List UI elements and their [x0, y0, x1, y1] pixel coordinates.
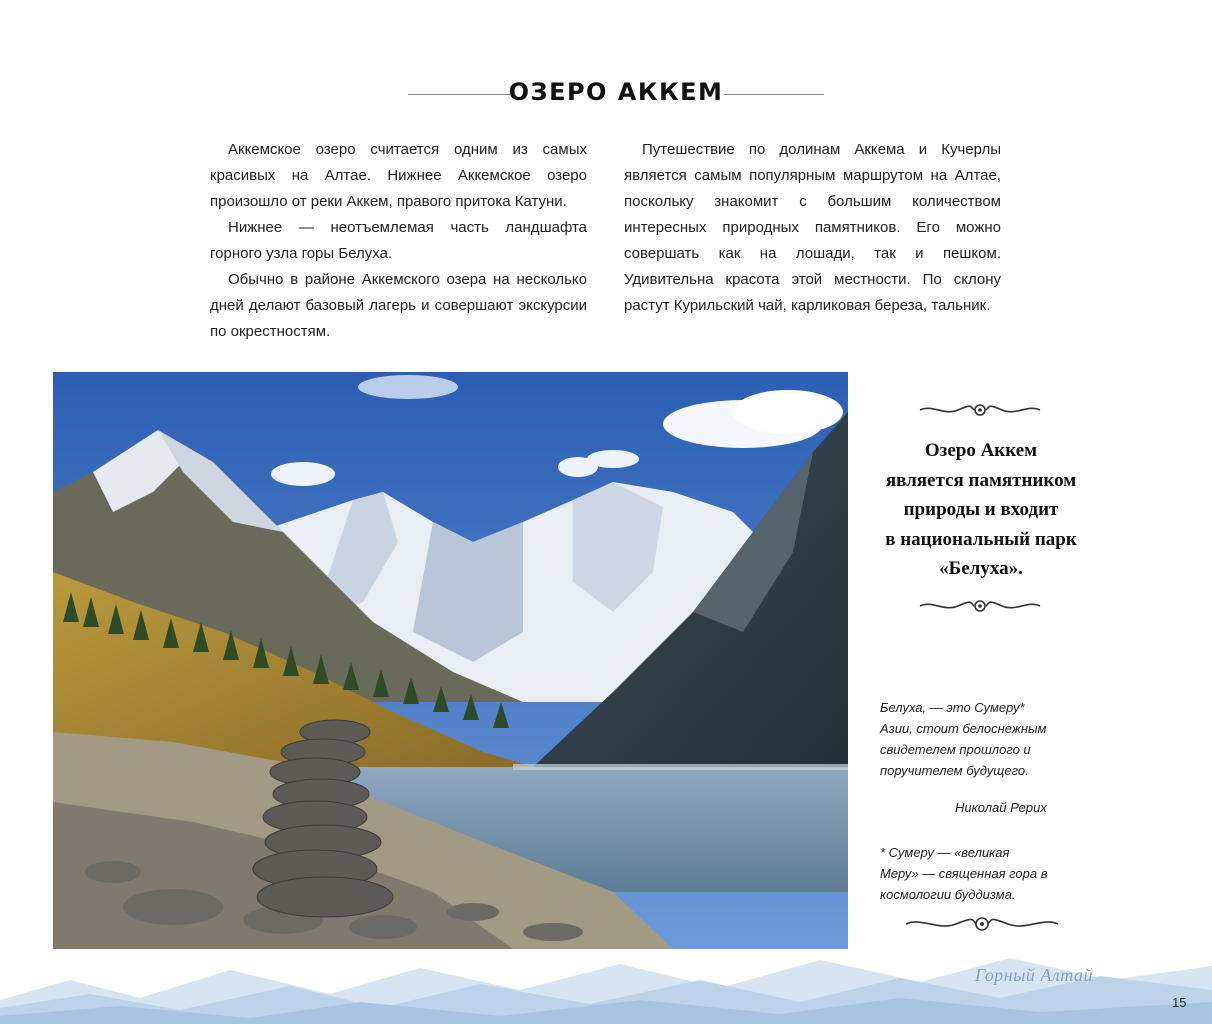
mountain-lake-photo [53, 372, 848, 949]
footnote: * Сумеру — «великая Меру» — священная гора в космологии буддизма. [880, 845, 1048, 902]
callout-line: является памятником [885, 469, 1077, 491]
scroll-ornament-icon [918, 598, 1042, 614]
callout-text [860, 436, 1102, 584]
scroll-ornament-icon [902, 914, 1062, 934]
epigraph-quote: Белуха, — это Сумеру* Азии, стоит белоснежным свидетелем прошлого и поручителем будущего. [880, 700, 1047, 778]
callout-line: природы и входит [903, 499, 1059, 520]
page-number: 15 [1172, 995, 1187, 1010]
title-row [408, 78, 824, 112]
title-rule-right [724, 94, 824, 95]
paragraph: Обычно в районе Аккемского озера на несколько дней делают базовый лагерь и совершают экскурсии по окрестностям. [210, 271, 587, 340]
callout-line: «Белуха». [939, 558, 1023, 579]
callout-line: в национальный парк [885, 528, 1077, 550]
footer-brand: Горный Алтай [975, 965, 1093, 985]
right-text-column [624, 137, 1001, 319]
page-title: ОЗЕРО АККЕМ [508, 78, 724, 106]
paragraph: Путешествие по долинам Аккема и Кучерлы является самым популярным маршрутом на Алтае, поскольку знакомит с большим количеством интересных природных памятников. Его можно совершать как на лошади, так и пешком. Удивительна красота этой местности. По склону растут Курильский чай, карликовая береза, тальник. [624, 141, 1001, 314]
scroll-ornament-icon [918, 402, 1042, 418]
paragraph: Нижнее — неотъемлемая часть ландшафта горного узла горы Белуха. [210, 219, 587, 262]
paragraph: Аккемское озеро считается одним из самых красивых на Алтае. Нижнее Аккемское озеро произошло от реки Аккем, правого притока Катуни. [210, 141, 587, 210]
quote-author: Николай Рерих [955, 800, 1047, 815]
footer-mountains-graphic [0, 950, 1212, 1024]
left-text-column [210, 137, 587, 345]
callout-line: Озеро Аккем [924, 440, 1038, 461]
